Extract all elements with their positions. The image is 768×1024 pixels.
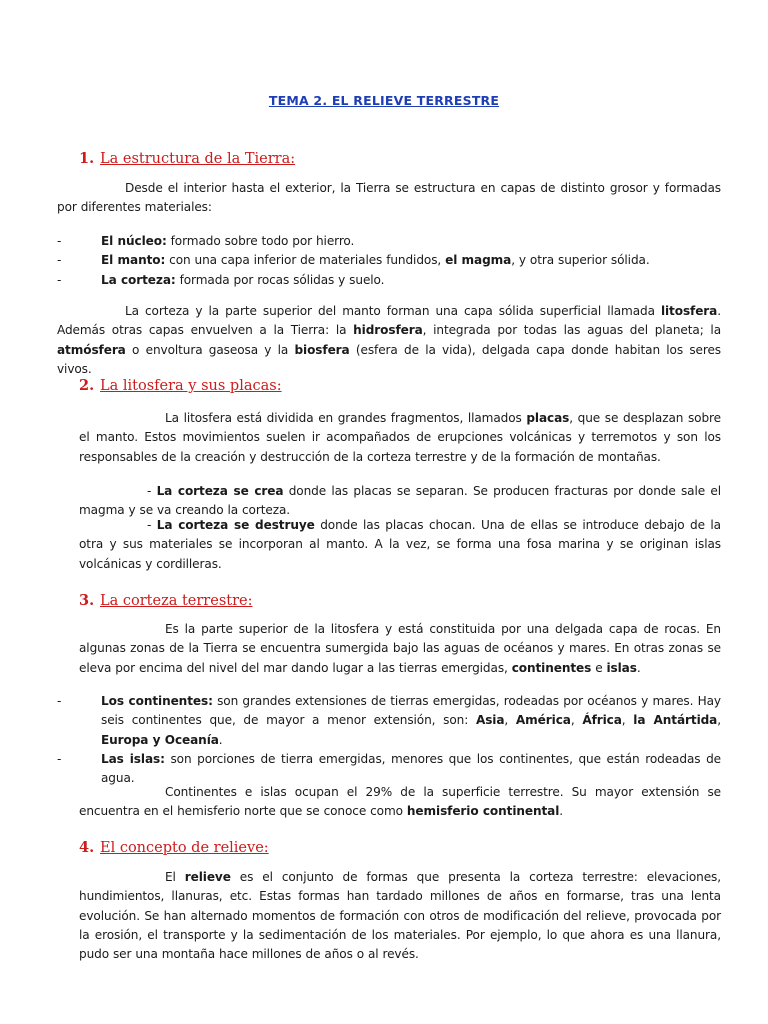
list-dash: - — [57, 694, 62, 708]
term-litosfera: litosfera — [660, 304, 718, 318]
term-hemisferio-continental: hemisferio continental — [406, 804, 560, 819]
s2-plates-paragraph: La litosfera está dividida en grandes fragmentos, llamados placas, que se desplazan sobre el manto. Estos movimientos suelen ir acompañados de erupciones volcánicas y terremotos y son los responsables de la creación y destrucción de la corteza terrestre y de la formación de montañas. — [79, 411, 721, 464]
list-item: - Los continentes: son grandes extensiones de tierras emergidas, rodeadas por océanos y mares. Hay seis continentes que, de mayor a menor extensión, son: Asia, América, África, la Antártida, Europa y Oceanía. — [57, 692, 721, 750]
section-2-heading — [57, 377, 721, 394]
term-antartida: la Antártida — [633, 713, 718, 728]
term-placas: placas — [526, 411, 570, 425]
section-number: 3. — [79, 592, 95, 609]
term-europa-oceania: Europa y Oceanía — [101, 732, 219, 747]
list-text: con una capa inferior de materiales fundidos, — [165, 253, 446, 268]
list-text: formada por rocas sólidas y suelo. — [175, 272, 385, 287]
section-3-heading — [57, 592, 721, 609]
term-biosfera: biosfera — [294, 342, 350, 357]
section-title: La corteza terrestre: — [100, 593, 253, 609]
term-atmosfera: atmósfera — [57, 342, 126, 357]
term-continentes: continentes — [511, 660, 592, 675]
section-number: 2. — [79, 377, 95, 394]
term-manto: El manto: — [101, 253, 166, 268]
term-africa: África — [582, 713, 622, 728]
term-america: América — [515, 713, 571, 728]
term-asia: Asia — [475, 713, 505, 728]
section-number: 1. — [79, 150, 95, 167]
s3-percent-paragraph: Continentes e islas ocupan el 29% de la superficie terrestre. Su mayor extensión se encuentra en el hemisferio norte que se conoce como hemisferio continental. — [79, 785, 721, 819]
s3-land-list — [57, 692, 721, 788]
section-number: 4. — [79, 839, 95, 856]
term-los-continentes: Los continentes: — [101, 694, 213, 708]
term-las-islas: Las islas: — [101, 751, 165, 766]
section-title: El concepto de relieve: — [100, 840, 269, 856]
section-4-heading — [57, 839, 721, 856]
term-nucleo: El núcleo: — [101, 234, 167, 248]
term-corteza: La corteza: — [101, 272, 176, 287]
list-text: formado sobre todo por hierro. — [166, 234, 355, 248]
s1-layers-paragraph: La corteza y la parte superior del manto forman una capa sólida superficial llamada litosfera. Además otras capas envuelven a la Tierra: la hidrosfera, integrada por todas las aguas del planeta; la atmósfera o envoltura gaseosa y la biosfera (esfera de la vida), delgada capa donde habitan los seres vivos. — [57, 304, 722, 376]
list-dash: - — [57, 751, 62, 766]
list-item: - Las islas: son porciones de tierra emergidas, menores que los continentes, que están rodeadas de agua. — [57, 750, 721, 789]
list-dash: - — [57, 234, 62, 248]
s3-crust-paragraph: Es la parte superior de la litosfera y está constituida por una delgada capa de rocas. En algunas zonas de la Tierra se encuentra sumergida bajo las aguas de océanos y mares. En otras zonas se eleva por encima del nivel del mar dando lugar a las tierras emergidas, continentes e islas. — [79, 622, 721, 675]
section-title: La litosfera y sus placas: — [100, 378, 282, 394]
s1-layer-list — [57, 232, 721, 290]
term-relieve: relieve — [184, 870, 231, 884]
list-item — [57, 271, 721, 290]
term-corteza-se-crea: La corteza se crea — [156, 484, 284, 498]
term-corteza-se-destruye: La corteza se destruye — [156, 518, 315, 532]
term-magma: el magma — [445, 253, 512, 268]
list-dash: - — [57, 253, 62, 268]
term-hidrosfera: hidrosfera — [353, 323, 423, 338]
s4-relief-paragraph: El relieve es el conjunto de formas que presenta la corteza terrestre: elevaciones, hundimientos, llanuras, etc. Estas formas han tardado millones de años en formarse, tras una lenta evolución. Se han alternado momentos de formación con otros de modificación del relieve, provocada por la erosión, el transporte y la sedimentación de los materiales. Por ejemplo, lo que ahora es una llanura, pudo ser una montaña hace millones de años o al revés. — [79, 870, 721, 962]
list-dash: - — [57, 272, 62, 287]
term-islas: islas — [606, 660, 637, 675]
section-1-heading — [57, 150, 721, 167]
section-title: La estructura de la Tierra: — [100, 151, 296, 167]
s2-sub-destroy: - La corteza se destruye donde las placas chocan. Una de ellas se introduce debajo de la otra y sus materiales se incorporan al manto. A la vez, se forma una fosa marina y se originan islas volcánicas y cordilleras. — [79, 518, 721, 571]
list-item — [57, 251, 721, 270]
list-text: , y otra superior sólida. — [511, 253, 650, 268]
s2-sub-create: - La corteza se crea donde las placas se separan. Se producen fracturas por donde sale el magma y se va creando la corteza. — [79, 484, 721, 518]
document-title: TEMA 2. EL RELIEVE TERRESTRE — [268, 93, 500, 108]
s1-intro-paragraph: Desde el interior hasta el exterior, la Tierra se estructura en capas de distinto grosor y formadas por diferentes materiales: — [57, 181, 721, 215]
list-item — [57, 232, 721, 251]
